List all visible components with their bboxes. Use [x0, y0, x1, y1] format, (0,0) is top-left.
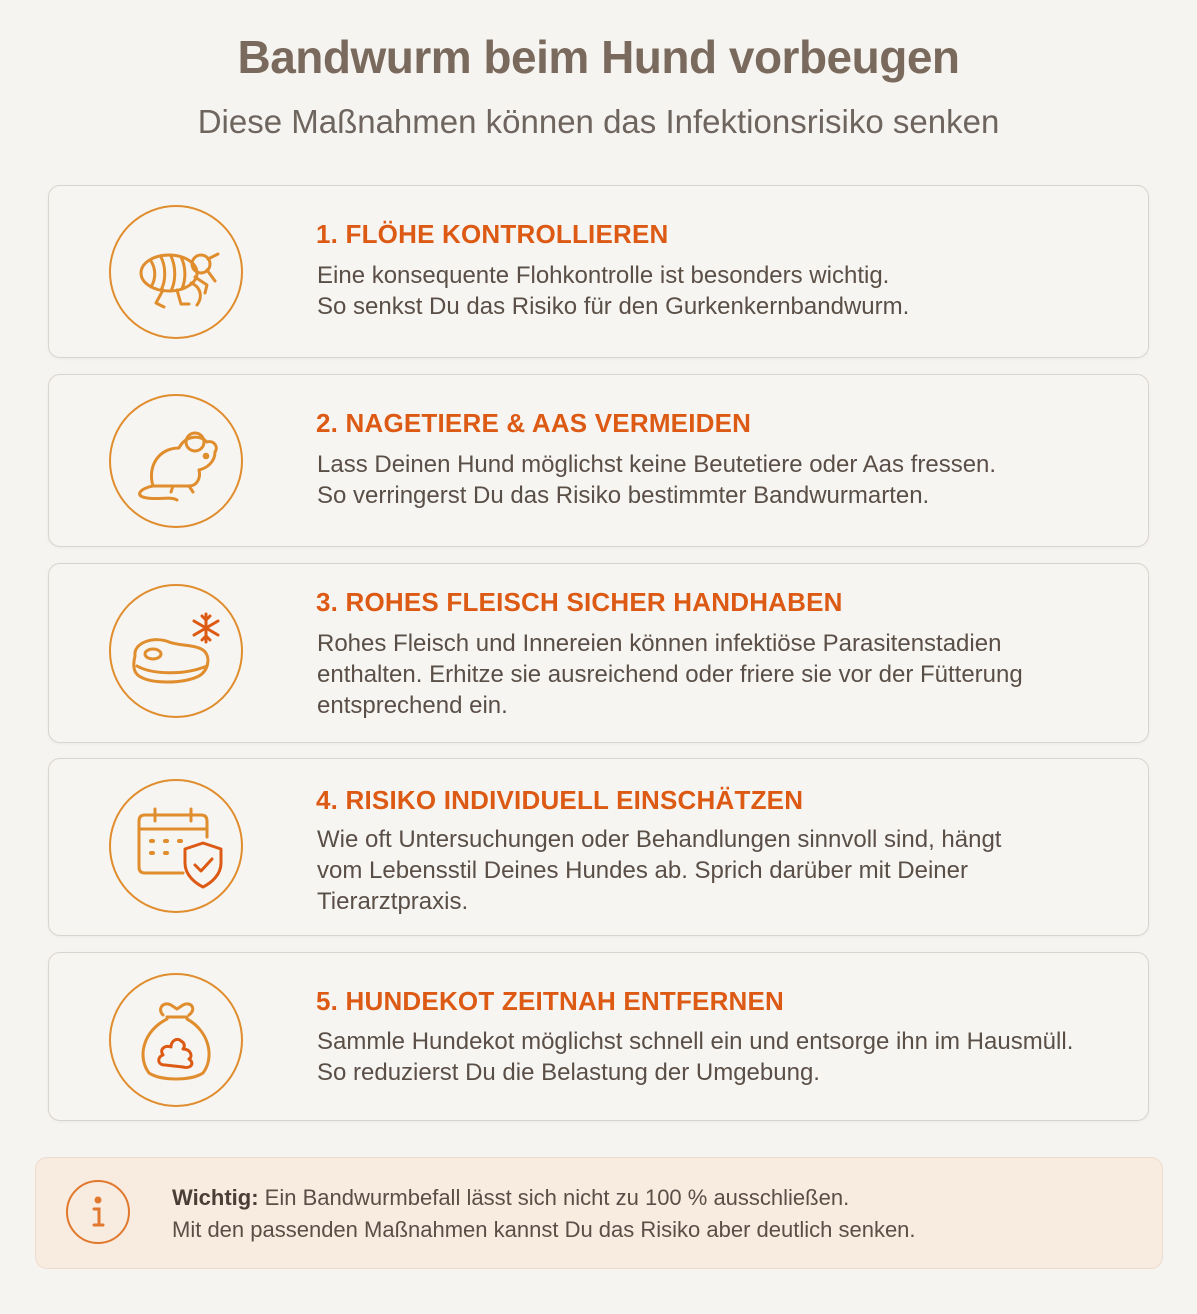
tip-card-poop [48, 952, 1149, 1121]
note-text: Wichtig: Ein Bandwurmbefall lässt sich nicht zu 100 % ausschließen. Mit den passenden Maßnahmen kannst Du das Risiko aber deutlich senken. [172, 1185, 916, 1242]
calendar-shield-icon [109, 779, 243, 913]
page-subtitle: Diese Maßnahmen können das Infektionsrisiko senken [197, 103, 1000, 140]
card-text: Sammle Hundekot möglichst schnell ein und entsorge ihn im Hausmüll. So reduzierst Du die Belastung der Umgebung. [317, 1028, 1074, 1086]
card-title: 3. ROHES FLEISCH SICHER HANDHABEN [316, 587, 843, 617]
card-text: Lass Deinen Hund möglichst keine Beutetiere oder Aas fressen. So verringerst Du das Risiko bestimmter Bandwurmarten. [317, 451, 997, 509]
info-icon [66, 1180, 130, 1244]
tip-card-raw-meat [48, 563, 1149, 743]
tip-card-flea [48, 185, 1149, 358]
tip-card-risk [48, 758, 1149, 936]
poop-bag-icon [109, 973, 243, 1107]
tip-card-rodents [48, 374, 1149, 547]
page-title: Bandwurm beim Hund vorbeugen [237, 31, 960, 83]
card-title: 5. HUNDEKOT ZEITNAH ENTFERNEN [316, 986, 785, 1016]
card-text: Wie oft Untersuchungen oder Behandlungen sinnvoll sind, hängt vom Lebensstil Deines Hundes ab. Sprich darüber mit Deiner Tierarztpraxis. [317, 826, 1002, 915]
flea-icon [109, 205, 243, 339]
important-note [35, 1157, 1163, 1269]
mouse-icon [109, 394, 243, 528]
card-text: Eine konsequente Flohkontrolle ist besonders wichtig. So senkst Du das Risiko für den Gurkenkernbandwurm. [317, 262, 910, 320]
card-title: 1. FLÖHE KONTROLLIEREN [316, 219, 669, 249]
card-title: 4. RISIKO INDIVIDUELL EINSCHÄTZEN [316, 785, 804, 815]
raw-meat-snowflake-icon [109, 584, 243, 718]
note-label: Wichtig: [172, 1185, 259, 1210]
card-title: 2. NAGETIERE & AAS VERMEIDEN [316, 408, 752, 438]
card-text: Rohes Fleisch und Innereien können infektiöse Parasitenstadien enthalten. Erhitze sie ausreichend oder friere sie vor der Fütterung entsprechend ein. [317, 630, 1023, 719]
